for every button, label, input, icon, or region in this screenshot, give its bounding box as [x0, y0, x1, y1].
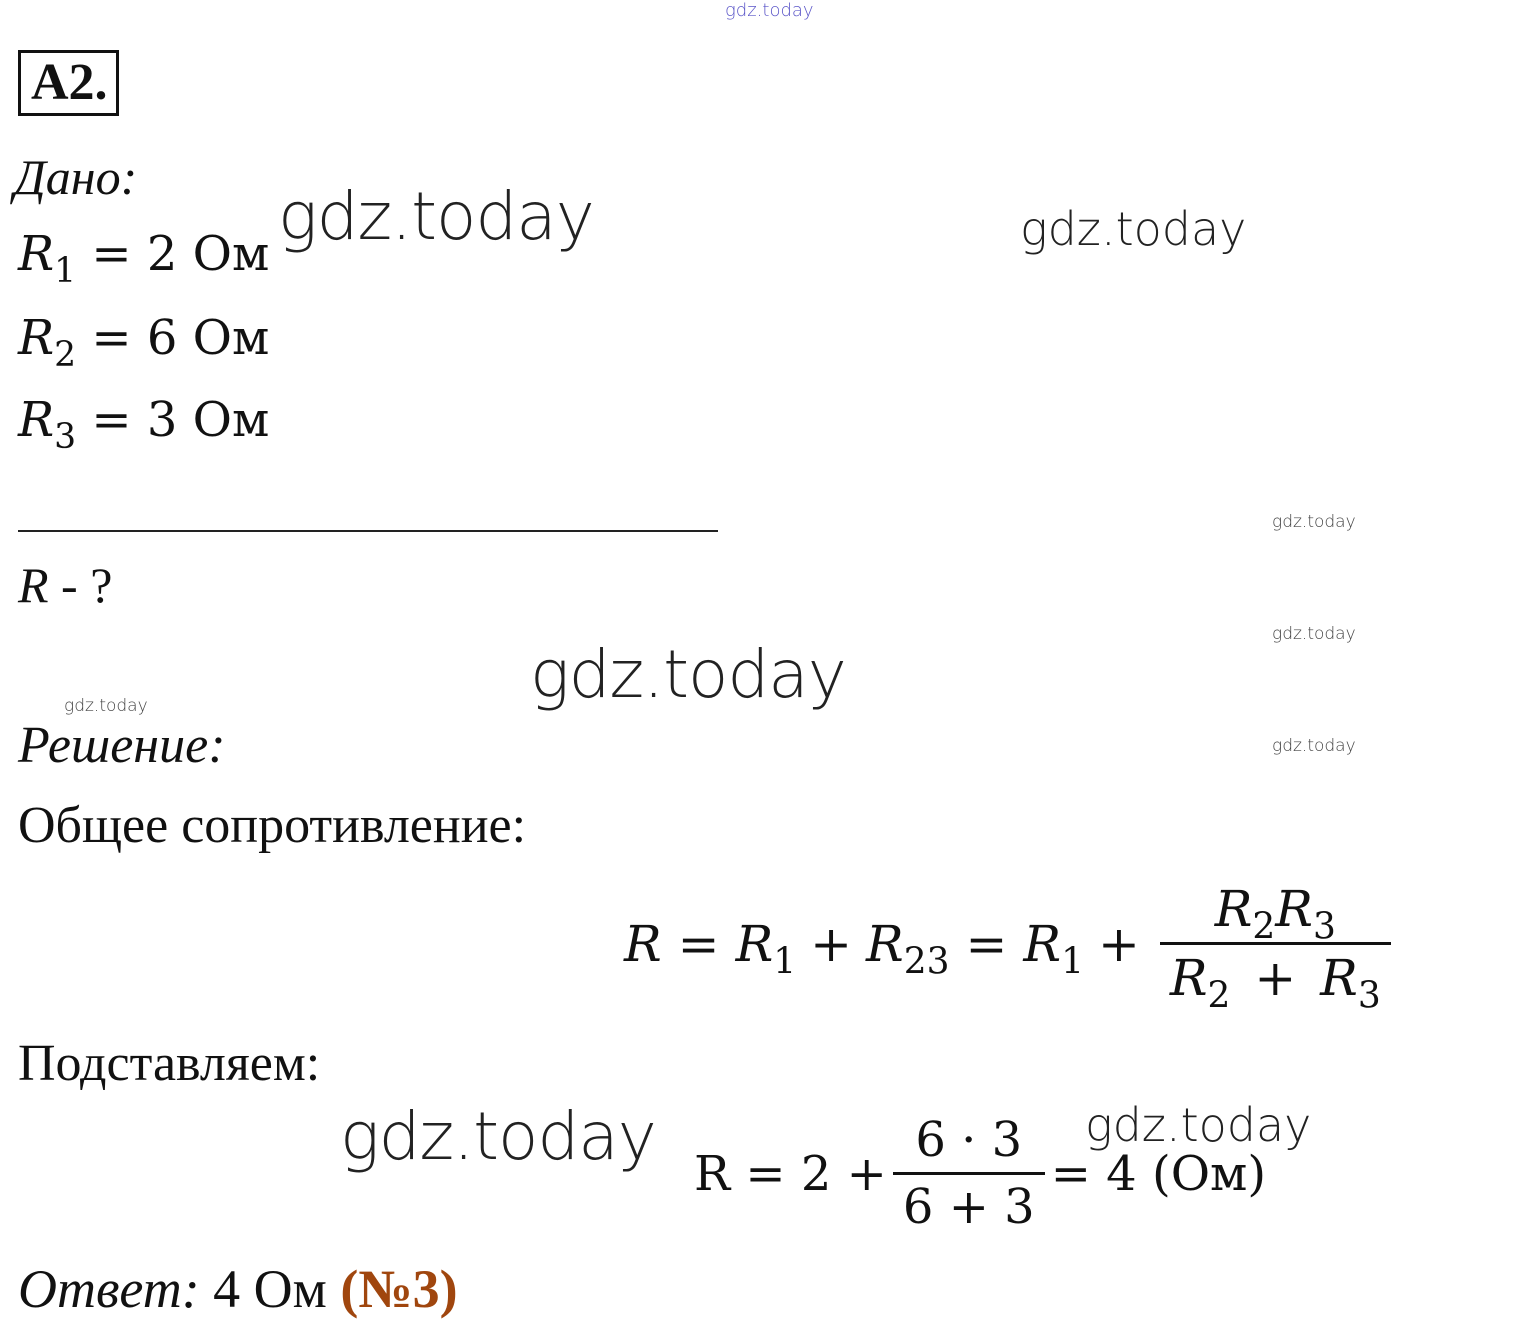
numeric-lhs: R = 2 +	[694, 1145, 887, 1202]
find-unknown: R - ?	[18, 557, 113, 613]
numeric-numerator: 6 · 3	[915, 1112, 1023, 1168]
watermark-large-2: gdz.today	[530, 636, 846, 713]
watermark-small-4: gdz.today	[64, 696, 148, 716]
given-r1: $R_1 = 2$ Ом	[18, 226, 270, 292]
answer-label: Ответ:	[18, 1259, 200, 1319]
answer-reference: (№3)	[340, 1259, 458, 1319]
resistance-formula: R = $R_1$ + $R_{23}$ = $R_1$ + $\frac{R_2R_3}{R_2 + R_3}$	[624, 880, 1397, 1007]
watermark-large-3: gdz.today	[340, 1098, 656, 1175]
watermark-medium-1: gdz.today	[1020, 202, 1247, 256]
given-label: Дано:	[14, 149, 138, 205]
given-r2: $R_2 = 6$ Ом	[18, 310, 270, 376]
solution-label: Решение:	[18, 717, 226, 774]
watermark-small-3: gdz.today	[1272, 736, 1356, 756]
watermark-top: gdz.today	[725, 0, 814, 21]
total-resistance-text: Общее сопротивление:	[18, 797, 527, 854]
watermark-medium-2: gdz.today	[1085, 1098, 1312, 1152]
given-r3: $R_3 = 3$ Ом	[18, 392, 270, 458]
numeric-formula	[694, 1112, 1266, 1235]
watermark-large-1: gdz.today	[278, 178, 594, 255]
watermark-small-1: gdz.today	[1272, 512, 1356, 532]
formula-denominator: $R_2 + R_3$	[1160, 942, 1391, 1007]
formula-fraction	[1160, 880, 1391, 1017]
answer-line	[18, 1258, 458, 1320]
watermark-small-2: gdz.today	[1272, 624, 1356, 644]
numeric-fraction	[893, 1112, 1045, 1235]
substitute-text: Подставляем:	[18, 1035, 321, 1092]
problem-number: А2.	[18, 50, 119, 116]
answer-value: 4 Ом	[213, 1259, 327, 1319]
numeric-denominator: 6 + 3	[893, 1172, 1045, 1235]
formula-numerator: $R_2R_3$	[1214, 880, 1336, 948]
given-divider	[18, 530, 718, 532]
numeric-result: = 4 (Ом)	[1050, 1145, 1267, 1202]
